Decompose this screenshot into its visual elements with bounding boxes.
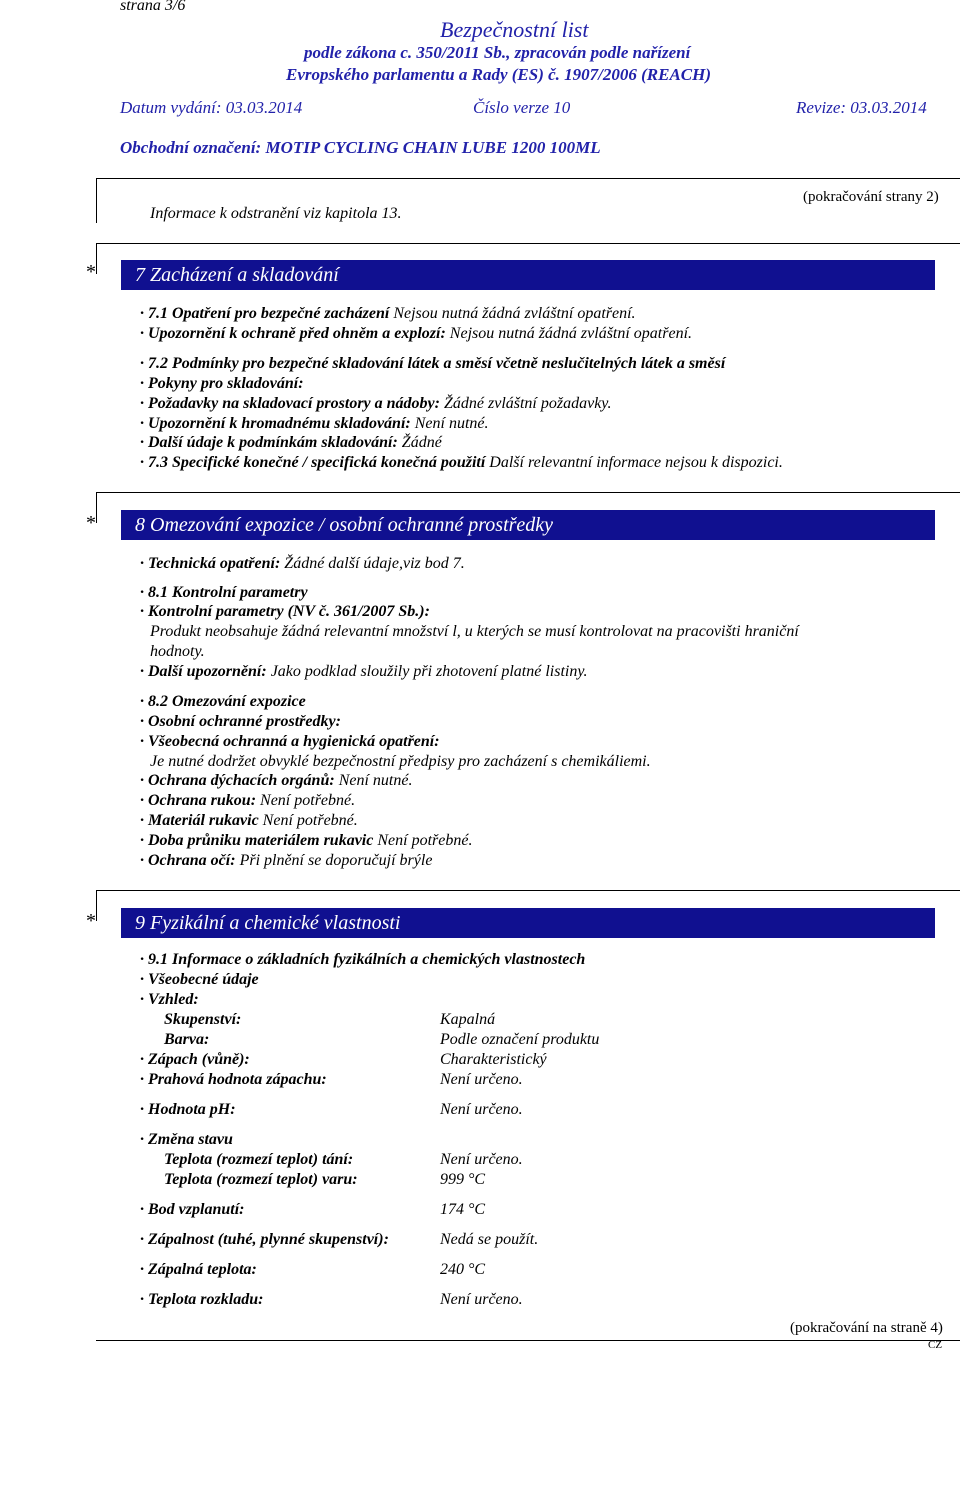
page-number: strana 3/6 xyxy=(120,0,186,14)
s7-line-8: · 7.3 Specifické konečné / specifická konečná použití Další relevantní informace nejsou k dispozici. xyxy=(140,454,783,471)
revision-star: * xyxy=(86,910,96,932)
property-value: 999 °C xyxy=(440,1171,486,1188)
property-label: · Zápach (vůně): xyxy=(140,1051,250,1068)
s8-line-2: · 8.1 Kontrolní parametry xyxy=(140,584,308,601)
property-label: · Zápalná teplota: xyxy=(140,1261,257,1278)
revision-date: Revize: 03.03.2014 xyxy=(796,98,927,117)
property-label: · Prahová hodnota zápachu: xyxy=(140,1071,327,1088)
s8-line-6: · 8.2 Omezování expozice xyxy=(140,693,306,710)
property-label: · Změna stavu xyxy=(140,1131,233,1148)
disposal-note: Informace k odstranění viz kapitola 13. xyxy=(150,205,402,222)
section-9-heading: 9 Fyzikální a chemické vlastnosti xyxy=(121,908,935,938)
s7-line-5: · Požadavky na skladovací prostory a nádoby: Žádné zvláštní požadavky. xyxy=(140,395,612,412)
language-code: cz xyxy=(928,1336,943,1352)
property-value: 240 °C xyxy=(440,1261,486,1278)
s7-line-4: · Pokyny pro skladování: xyxy=(140,375,304,392)
property-value: Kapalná xyxy=(440,1011,496,1028)
s8-line-1: · Technická opatření: Žádné další údaje,viz bod 7. xyxy=(140,555,465,572)
s8-line-3: · Kontrolní parametry (NV č. 361/2007 Sb.): xyxy=(140,603,430,620)
property-label: Teplota (rozmezí teplot) tání: xyxy=(164,1151,354,1168)
property-value: Není určeno. xyxy=(440,1071,523,1088)
s7-line-1: · 7.1 Opatření pro bezpečné zacházení Nejsou nutná žádná zvláštní opatření. xyxy=(140,305,636,322)
property-label: Teplota (rozmezí teplot) varu: xyxy=(164,1171,358,1188)
property-value: Není určeno. xyxy=(440,1101,523,1118)
s7-line-2: · Upozornění k ochraně před ohněm a explozí: Nejsou nutná žádná zvláštní opatření. xyxy=(140,325,693,342)
s8-line-9: Je nutné dodržet obvyklé bezpečnostní předpisy pro zacházení s chemikáliemi. xyxy=(150,753,651,770)
s8-line-4: Produkt neobsahuje žádná relevantní množství l, u kterých se musí kontrolovat na pracovišti hraniční xyxy=(150,623,799,640)
s9-line-1: · 9.1 Informace o základních fyzikálních a chemických vlastnostech xyxy=(140,951,586,968)
s8-line-5: · Další upozornění: Jako podklad sloužily při zhotovení platné listiny. xyxy=(140,663,588,680)
property-value: Není určeno. xyxy=(440,1151,523,1168)
issue-date: Datum vydání: 03.03.2014 xyxy=(120,98,303,117)
s7-line-6: · Upozornění k hromadnému skladování: Není nutné. xyxy=(140,415,489,432)
property-label: · Teplota rozkladu: xyxy=(140,1291,264,1308)
property-label: Barva: xyxy=(164,1031,210,1048)
s9-line-2: · Všeobecné údaje xyxy=(140,971,259,988)
s7-line-3: · 7.2 Podmínky pro bezpečné skladování látek a směsí včetně neslučitelných látek a směsí xyxy=(140,355,726,372)
s8-line-13: · Doba průniku materiálem rukavic Není potřebné. xyxy=(140,832,473,849)
version-number: Číslo verze 10 xyxy=(473,98,571,117)
continued-on-next: (pokračování na straně 4) xyxy=(790,1320,943,1336)
property-value: 174 °C xyxy=(440,1201,486,1218)
document-subtitle-1: podle zákona c. 350/2011 Sb., zpracován podle nařízení xyxy=(304,43,691,62)
s8-line-14: · Ochrana očí: Při plnění se doporučují brýle xyxy=(140,852,433,869)
trade-name: Obchodní označení: MOTIP CYCLING CHAIN LUBE 1200 100ML xyxy=(120,138,601,157)
document-subtitle-2: Evropského parlamentu a Rady (ES) č. 1907/2006 (REACH) xyxy=(286,65,712,84)
s8-line-7: · Osobní ochranné prostředky: xyxy=(140,713,341,730)
property-label: Skupenství: xyxy=(164,1011,242,1028)
revision-star: * xyxy=(86,512,96,534)
s9-line-3: · Vzhled: xyxy=(140,991,199,1008)
s8-line-4b: hodnoty. xyxy=(150,643,205,660)
property-value: Není určeno. xyxy=(440,1291,523,1308)
s8-line-8: · Všeobecná ochranná a hygienická opatření: xyxy=(140,733,440,750)
continuation-from: (pokračování strany 2) xyxy=(803,189,939,205)
section-8-heading: 8 Omezování expozice / osobní ochranné prostředky xyxy=(121,510,935,540)
section-7-heading: 7 Zacházení a skladování xyxy=(121,260,935,290)
footer-rule xyxy=(96,1340,960,1341)
property-value: Podle označení produktu xyxy=(440,1031,600,1048)
property-label: · Bod vzplanutí: xyxy=(140,1201,245,1218)
s8-line-10: · Ochrana dýchacích orgánů: Není nutné. xyxy=(140,772,413,789)
s7-line-7: · Další údaje k podmínkám skladování: Žádné xyxy=(140,434,442,451)
s8-line-12: · Materiál rukavic Není potřebné. xyxy=(140,812,358,829)
property-value: Nedá se použít. xyxy=(440,1231,539,1248)
s8-line-11: · Ochrana rukou: Není potřebné. xyxy=(140,792,356,809)
revision-star: * xyxy=(86,261,96,283)
property-label: · Hodnota pH: xyxy=(140,1101,236,1118)
property-value: Charakteristický xyxy=(440,1051,547,1068)
property-label: · Zápalnost (tuhé, plynné skupenství): xyxy=(140,1231,389,1248)
document-title: Bezpečnostní list xyxy=(440,17,589,42)
